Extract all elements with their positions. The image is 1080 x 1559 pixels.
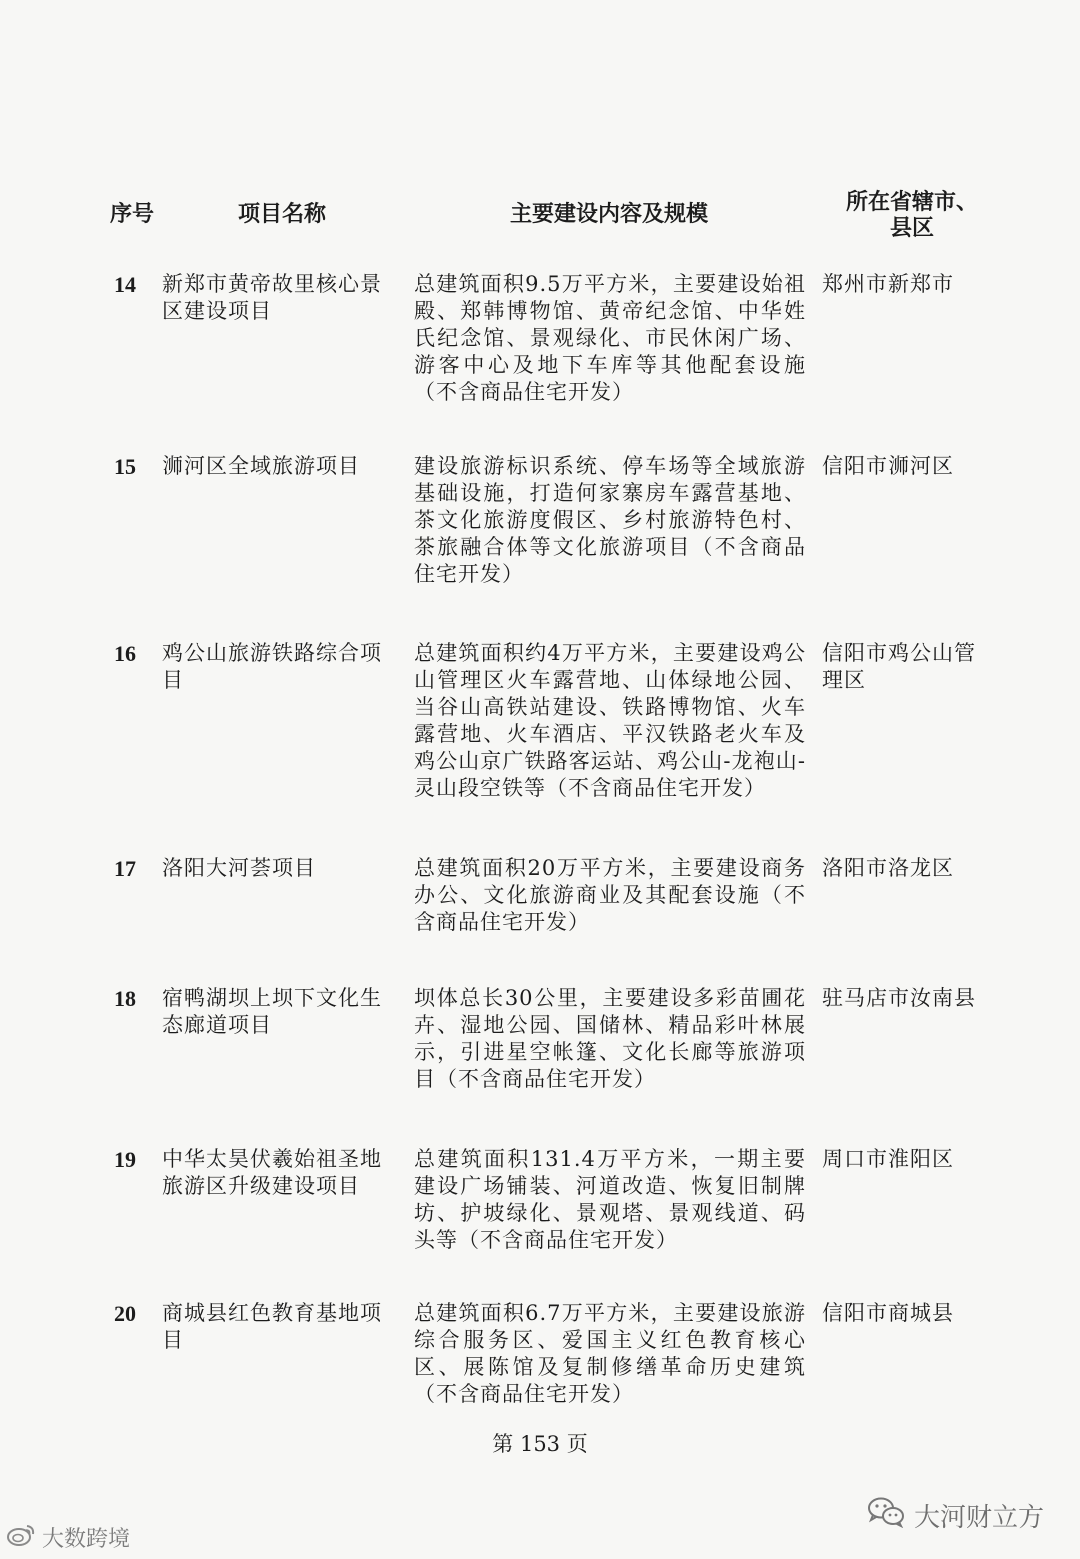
row-index: 15 (114, 454, 136, 479)
wechat-icon (866, 1496, 906, 1535)
project-content: 坝体总长30公里，主要建设多彩苗圃花卉、湿地公园、国储林、精品彩叶林展示，引进星空帐篷、文化长廊等旅游项目（不含商品住宅开发） (414, 986, 806, 1091)
row-index: 14 (114, 272, 136, 297)
row-index: 17 (114, 856, 136, 881)
project-location: 信阳市浉河区 (822, 454, 954, 478)
project-location: 周口市淮阳区 (822, 1147, 954, 1171)
page-number: 第 153 页 (492, 1432, 588, 1456)
project-name: 新郑市黄帝故里核心景区建设项目 (162, 272, 382, 323)
header-index: 序号 (110, 202, 155, 227)
project-location: 郑州市新郑市 (822, 272, 954, 296)
project-name: 鸡公山旅游铁路综合项目 (162, 641, 382, 692)
row-index: 16 (114, 641, 136, 666)
project-name: 宿鸭湖坝上坝下文化生态廊道项目 (162, 986, 382, 1037)
project-location: 信阳市鸡公山管理区 (822, 641, 976, 692)
project-name: 浉河区全域旅游项目 (162, 454, 360, 478)
row-index: 19 (114, 1147, 136, 1172)
row-index: 18 (114, 986, 136, 1011)
project-content: 总建筑面积20万平方米，主要建设商务办公、文化旅游商业及其配套设施（不含商品住宅开发） (414, 856, 806, 934)
project-content: 总建筑面积9.5万平方米，主要建设始祖殿、郑韩博物馆、黄帝纪念馆、中华姓氏纪念馆、景观绿化、市民休闲广场、游客中心及地下车库等其他配套设施（不含商品住宅开发） (414, 272, 806, 404)
header-location (842, 190, 982, 242)
row-index: 20 (114, 1301, 136, 1326)
project-content: 总建筑面积6.7万平方米，主要建设旅游综合服务区、爱国主义红色教育核心区、展陈馆及复制修缮革命历史建筑（不含商品住宅开发） (414, 1301, 806, 1406)
watermark-left (6, 1522, 130, 1553)
project-content: 建设旅游标识系统、停车场等全域旅游基础设施，打造何家寨房车露营基地、茶文化旅游度假区、乡村旅游特色村、茶旅融合体等文化旅游项目（不含商品住宅开发） (414, 454, 806, 586)
project-location: 信阳市商城县 (822, 1301, 954, 1325)
watermark-left-text: 大数跨境 (42, 1527, 131, 1552)
project-name: 洛阳大河荟项目 (162, 856, 316, 880)
project-name: 商城县红色教育基地项目 (162, 1301, 382, 1352)
header-name: 项目名称 (238, 202, 327, 227)
project-content: 总建筑面积131.4万平方米，一期主要建设广场铺装、河道改造、恢复旧制牌坊、护坡绿化、景观塔、景观线道、码头等（不含商品住宅开发） (414, 1147, 806, 1252)
header-content: 主要建设内容及规模 (510, 202, 709, 227)
header-location-line1: 所在省辖市、 (845, 190, 978, 215)
watermark-right (866, 1496, 1044, 1535)
weibo-icon (6, 1523, 36, 1553)
project-content: 总建筑面积约4万平方米，主要建设鸡公山管理区火车露营地、山体绿地公园、当谷山高铁站建设、铁路博物馆、火车露营地、火车酒店、平汉铁路老火车及鸡公山京广铁路客运站、鸡公山-龙袍山-灵山段空铁等（不含商品住宅开发） (414, 641, 806, 800)
project-location: 驻马店市汝南县 (822, 986, 976, 1010)
project-name: 中华太昊伏羲始祖圣地旅游区升级建设项目 (162, 1147, 382, 1198)
watermark-right-text: 大河财立方 (914, 1503, 1045, 1533)
project-location: 洛阳市洛龙区 (822, 856, 954, 880)
header-location-line2: 县区 (889, 216, 934, 241)
